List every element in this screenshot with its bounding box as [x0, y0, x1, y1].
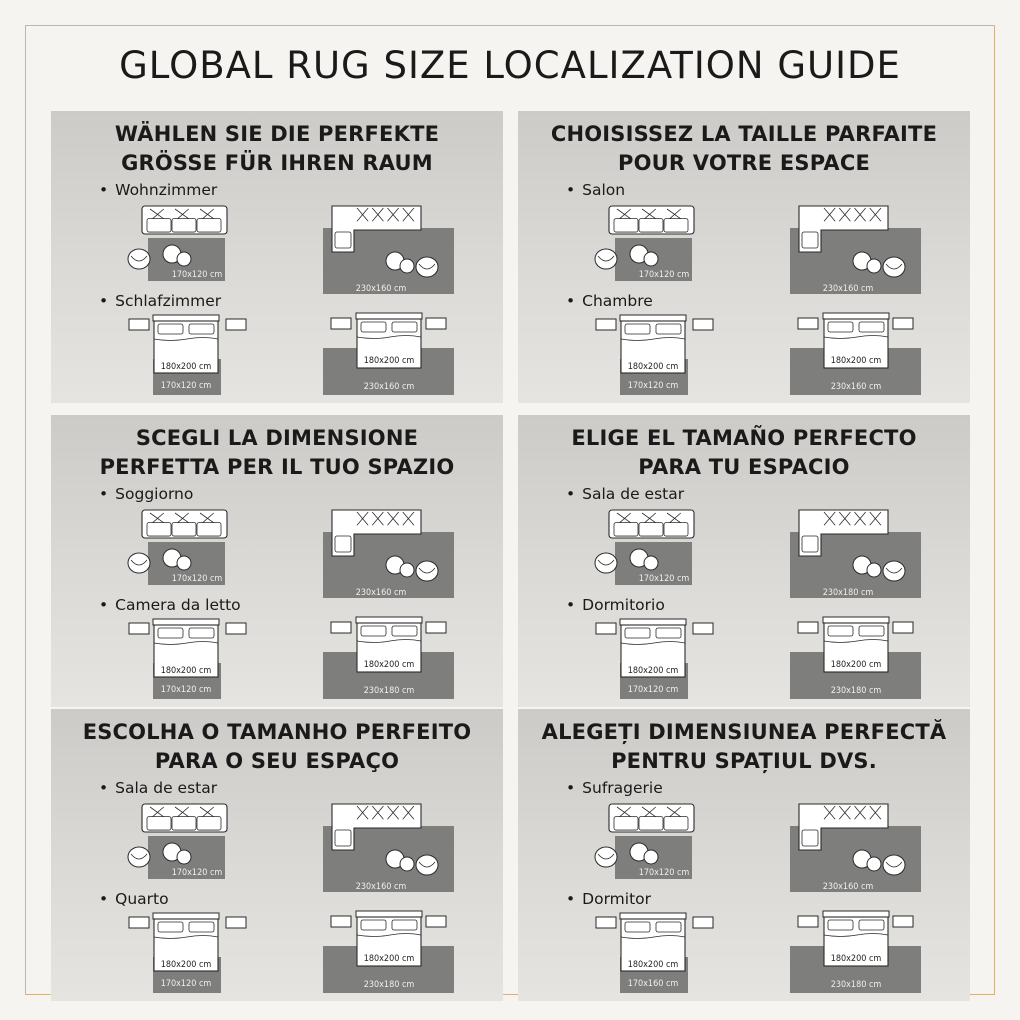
panel-title-line2: GRÖSSE FÜR IHREN RAUM — [121, 151, 433, 175]
rug-size-label: 230x160 cm — [355, 588, 407, 598]
room-label-bedroom: • Chambre — [566, 292, 653, 310]
nightstand-icon — [798, 916, 818, 927]
sofa-icon — [609, 804, 694, 832]
armchair-icon — [128, 553, 150, 573]
rug-size-label: 170x120 cm — [160, 979, 212, 989]
nightstand-icon — [226, 623, 246, 634]
bed-size-label: 180x200 cm — [363, 954, 415, 964]
scene — [51, 415, 503, 707]
nightstand-icon — [129, 623, 149, 634]
bed-size-label: 180x200 cm — [160, 960, 212, 970]
bed-size-label: 180x200 cm — [627, 666, 679, 676]
bed-size-label: 180x200 cm — [830, 356, 882, 366]
nightstand-icon — [226, 917, 246, 928]
nightstand-icon — [693, 319, 713, 330]
nightstand-icon — [129, 917, 149, 928]
room-label-living: • Soggiorno — [99, 485, 193, 503]
rug-size-label: 170x120 cm — [171, 868, 223, 878]
room-label-bedroom: • Dormitorio — [566, 596, 665, 614]
panel-title-line1: ELIGE EL TAMAÑO PERFECTO — [571, 426, 917, 450]
nightstand-icon — [331, 318, 351, 329]
bed-size-label: 180x200 cm — [363, 660, 415, 670]
panel-title-line2: POUR VOTRE ESPACE — [617, 151, 870, 175]
panel-title-line1: SCEGLI LA DIMENSIONE — [135, 426, 419, 450]
panel-title-line1: WÄHLEN SIE DIE PERFEKTE — [114, 122, 440, 146]
nightstand-icon — [426, 318, 446, 329]
page-title: GLOBAL RUG SIZE LOCALIZATION GUIDE — [119, 44, 901, 87]
nightstand-icon — [893, 622, 913, 633]
bed-size-label: 180x200 cm — [160, 362, 212, 372]
nightstand-icon — [893, 318, 913, 329]
guide-panel-german — [51, 111, 503, 403]
room-label-living: • Sala de estar — [566, 485, 684, 503]
rug-size-label: 170x120 cm — [171, 270, 223, 280]
nightstand-icon — [129, 319, 149, 330]
scene — [51, 111, 503, 403]
rug-size-label: 170x160 cm — [627, 979, 679, 989]
rug-size-label: 230x160 cm — [355, 882, 407, 892]
rug-size-label: 230x180 cm — [363, 980, 415, 990]
room-label-living: • Wohnzimmer — [99, 181, 217, 199]
armchair-icon — [128, 249, 150, 269]
sofa-icon — [609, 206, 694, 234]
rug-size-label: 230x180 cm — [830, 980, 882, 990]
guide-panel-spanish — [518, 415, 970, 707]
scene — [51, 709, 503, 1001]
armchair-icon — [883, 561, 905, 581]
rug-size-label: 230x160 cm — [355, 284, 407, 294]
rug-size-label: 170x120 cm — [171, 574, 223, 584]
panel-title-line2: PARA O SEU ESPAÇO — [154, 749, 400, 773]
bed-size-label: 180x200 cm — [160, 666, 212, 676]
armchair-icon — [883, 257, 905, 277]
panel-title-line1: ESCOLHA O TAMANHO PERFEITO — [82, 720, 472, 744]
bed-size-label: 180x200 cm — [627, 362, 679, 372]
panel-title-line2: PERFETTA PER IL TUO SPAZIO — [99, 455, 455, 479]
rug-size-label: 170x120 cm — [627, 685, 679, 695]
sofa-icon — [142, 510, 227, 538]
nightstand-icon — [226, 319, 246, 330]
room-label-living: • Sufragerie — [566, 779, 663, 797]
rug-size-label: 170x120 cm — [160, 381, 212, 391]
rug-size-label: 230x160 cm — [822, 284, 874, 294]
armchair-icon — [595, 553, 617, 573]
rug-size-label: 170x120 cm — [638, 270, 690, 280]
panel-title-line1: ALEGEȚI DIMENSIUNEA PERFECTĂ — [541, 720, 947, 744]
scene — [518, 111, 970, 403]
room-label-bedroom: • Camera da letto — [99, 596, 241, 614]
panel-title-line2: PENTRU SPAȚIUL DVS. — [611, 749, 877, 773]
bed-size-label: 180x200 cm — [830, 660, 882, 670]
nightstand-icon — [596, 623, 616, 634]
nightstand-icon — [798, 622, 818, 633]
rug-size-label: 170x120 cm — [627, 381, 679, 391]
nightstand-icon — [693, 917, 713, 928]
nightstand-icon — [331, 916, 351, 927]
rug-size-label: 230x180 cm — [822, 588, 874, 598]
armchair-icon — [595, 847, 617, 867]
nightstand-icon — [596, 917, 616, 928]
guide-panel-italian — [51, 415, 503, 707]
rug-size-label: 170x120 cm — [638, 868, 690, 878]
armchair-icon — [416, 855, 438, 875]
room-label-living: • Sala de estar — [99, 779, 217, 797]
guide-panel-french — [518, 111, 970, 403]
panel-title-line2: PARA TU ESPACIO — [638, 455, 850, 479]
guide-panel-romanian — [518, 709, 970, 1001]
panel-title-line1: CHOISISSEZ LA TAILLE PARFAITE — [550, 122, 938, 146]
rug-size-label: 170x120 cm — [160, 685, 212, 695]
armchair-icon — [883, 855, 905, 875]
armchair-icon — [416, 561, 438, 581]
sofa-icon — [609, 510, 694, 538]
rug-size-label: 230x160 cm — [363, 382, 415, 392]
armchair-icon — [128, 847, 150, 867]
room-label-living: • Salon — [566, 181, 625, 199]
sofa-icon — [142, 206, 227, 234]
room-label-bedroom: • Quarto — [99, 890, 169, 908]
room-label-bedroom: • Dormitor — [566, 890, 651, 908]
room-label-bedroom: • Schlafzimmer — [99, 292, 221, 310]
rug-size-label: 170x120 cm — [638, 574, 690, 584]
nightstand-icon — [426, 916, 446, 927]
scene — [518, 415, 970, 707]
rug-size-label: 230x180 cm — [363, 686, 415, 696]
guide-panel-portuguese — [51, 709, 503, 1001]
sofa-icon — [142, 804, 227, 832]
nightstand-icon — [798, 318, 818, 329]
nightstand-icon — [596, 319, 616, 330]
bed-size-label: 180x200 cm — [363, 356, 415, 366]
rug-size-label: 230x160 cm — [822, 882, 874, 892]
armchair-icon — [595, 249, 617, 269]
nightstand-icon — [893, 916, 913, 927]
nightstand-icon — [331, 622, 351, 633]
rug-size-label: 230x160 cm — [830, 382, 882, 392]
rug-size-label: 230x180 cm — [830, 686, 882, 696]
scene — [518, 709, 970, 1001]
nightstand-icon — [693, 623, 713, 634]
nightstand-icon — [426, 622, 446, 633]
bed-size-label: 180x200 cm — [830, 954, 882, 964]
bed-size-label: 180x200 cm — [627, 960, 679, 970]
armchair-icon — [416, 257, 438, 277]
